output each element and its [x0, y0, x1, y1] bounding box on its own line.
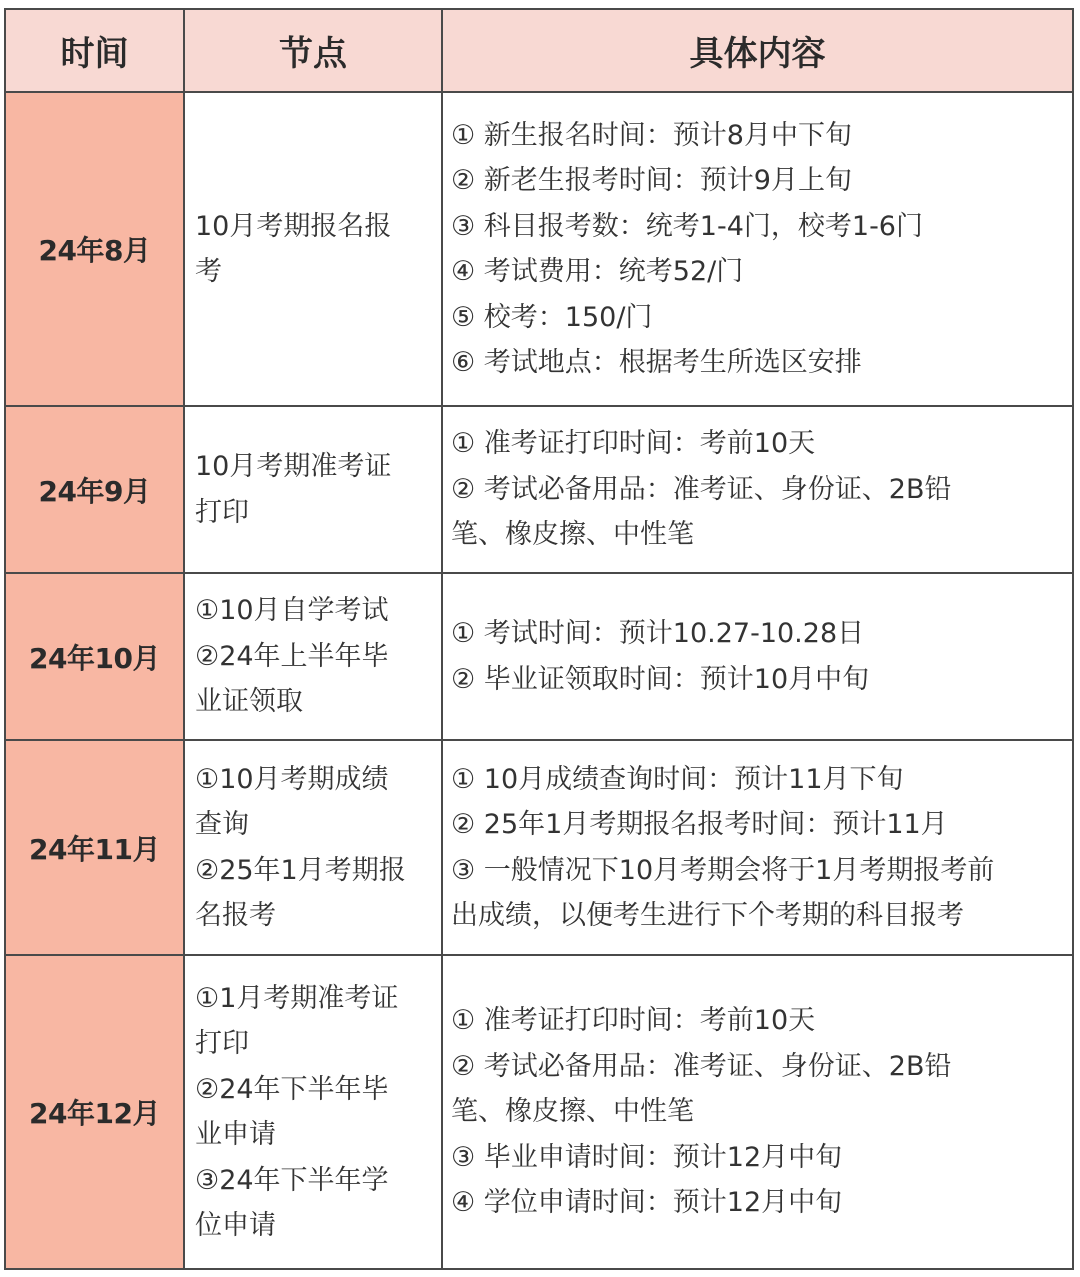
header-row [5, 9, 1073, 92]
node-line: ①10月考期成绩 [195, 763, 389, 795]
detail-line: ① 准考证打印时间：考前10天 [451, 428, 816, 460]
detail-line: ② 毕业证领取时间：预计10月中旬 [451, 663, 870, 695]
header-node: 节点 [184, 9, 442, 92]
node-line: 业申请 [195, 1119, 276, 1150]
detail-line: ② 25年1月考期报名报考时间：预计11月 [451, 809, 948, 840]
node-line: 查询 [195, 809, 249, 840]
node-line: ②25年1月考期报 [195, 854, 406, 886]
detail-cell [442, 406, 1073, 573]
table-row [5, 573, 1073, 740]
detail-line: ① 10月成绩查询时间：预计11月下旬 [451, 763, 904, 795]
header-time: 时间 [5, 9, 184, 92]
node-line: ①1月考期准考证 [195, 982, 399, 1014]
node-line: 打印 [195, 1028, 249, 1059]
node-line: 打印 [195, 496, 249, 528]
time-cell: 24年8月 [5, 92, 184, 406]
node-cell [184, 573, 442, 740]
node-line: ①10月自学考试 [195, 595, 389, 627]
table-row [5, 92, 1073, 406]
detail-line: ③ 一般情况下10月考期会将于1月考期报考前 [451, 854, 995, 886]
detail-line: ① 准考证打印时间：考前10天 [451, 1005, 816, 1037]
detail-line: ④ 考试费用：统考52/门 [451, 256, 744, 287]
schedule-table [4, 8, 1074, 1270]
detail-line: ③ 科目报考数：统考1-4门，校考1-6门 [451, 210, 923, 242]
time-cell: 24年9月 [5, 406, 184, 573]
detail-line: ② 考试必备用品：准考证、身份证、2B铅 [451, 1050, 952, 1082]
detail-line: 笔、橡皮擦、中性笔 [451, 1096, 694, 1128]
node-line: 考 [195, 256, 222, 287]
time-cell: 24年12月 [5, 955, 184, 1269]
node-line: ③24年下半年学 [195, 1164, 389, 1196]
node-line: 名报考 [195, 900, 276, 931]
detail-line: 出成绩，以便考生进行下个考期的科目报考 [451, 900, 964, 931]
node-line: 业证领取 [195, 686, 303, 718]
node-cell [184, 740, 442, 955]
time-cell: 24年11月 [5, 740, 184, 955]
node-cell [184, 955, 442, 1269]
detail-line: ③ 毕业申请时间：预计12月中旬 [451, 1141, 843, 1173]
detail-line: ⑥ 考试地点：根据考生所选区安排 [451, 347, 862, 378]
table-row [5, 740, 1073, 955]
node-line: 10月考期报名报 [195, 210, 392, 242]
node-line: 10月考期准考证 [195, 451, 392, 482]
detail-line: ① 新生报名时间：预计8月中下旬 [451, 119, 852, 151]
detail-cell [442, 92, 1073, 406]
table-row [5, 955, 1073, 1269]
detail-line: ④ 学位申请时间：预计12月中旬 [451, 1187, 843, 1219]
node-line: ②24年上半年毕 [195, 640, 389, 672]
detail-line: ② 考试必备用品：准考证、身份证、2B铅 [451, 473, 952, 505]
node-line: 位申请 [195, 1210, 276, 1241]
node-cell [184, 406, 442, 573]
detail-cell [442, 955, 1073, 1269]
time-cell: 24年10月 [5, 573, 184, 740]
detail-line: 笔、橡皮擦、中性笔 [451, 519, 694, 551]
detail-line: ② 新老生报考时间：预计9月上旬 [451, 165, 852, 196]
table-row [5, 406, 1073, 573]
detail-line: ⑤ 校考：150/门 [451, 301, 653, 333]
detail-line: ① 考试时间：预计10.27-10.28日 [451, 618, 865, 649]
detail-cell [442, 573, 1073, 740]
node-cell [184, 92, 442, 406]
node-line: ②24年下半年毕 [195, 1073, 389, 1105]
header-detail: 具体内容 [442, 9, 1073, 92]
detail-cell [442, 740, 1073, 955]
